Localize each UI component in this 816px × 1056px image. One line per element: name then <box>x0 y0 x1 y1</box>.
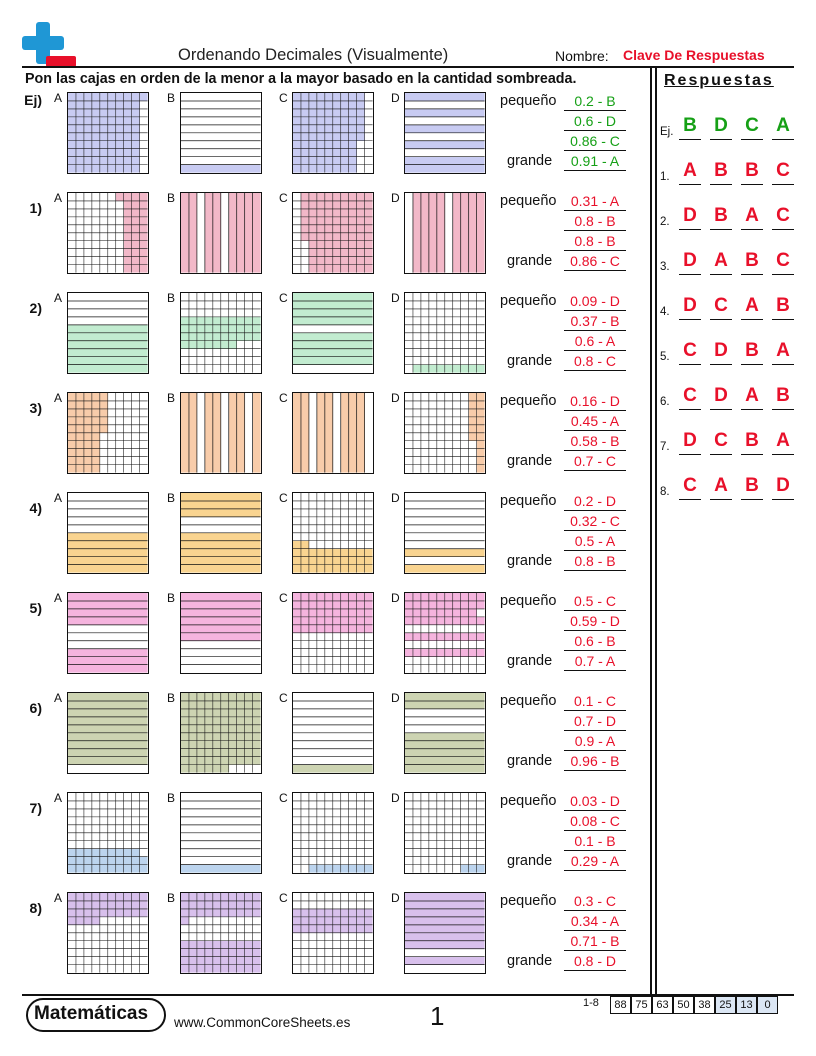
key-letter: D <box>679 204 701 230</box>
order-answer: 0.5 - C <box>564 592 626 611</box>
box-label: A <box>54 591 63 605</box>
problem-label: 2) <box>29 300 42 316</box>
decimal-model-box <box>180 692 262 774</box>
instructions: Pon las cajas en orden de la menor a la mayor basado en la cantidad sombreada. <box>25 71 577 87</box>
box-label: D <box>391 591 400 605</box>
logo-icon <box>22 22 80 68</box>
header-divider <box>22 66 794 68</box>
smallest-label: pequeño <box>500 593 557 609</box>
key-letter: A <box>741 384 763 410</box>
order-answer: 0.58 - B <box>564 432 626 451</box>
order-answer: 0.96 - B <box>564 752 626 771</box>
key-letter: A <box>710 474 732 500</box>
largest-label: grande <box>507 753 553 769</box>
order-answer: 0.71 - B <box>564 932 626 951</box>
problem-label: 3) <box>29 400 42 416</box>
decimal-model-box <box>404 592 486 674</box>
decimal-model-box <box>404 692 486 774</box>
box-label: C <box>279 191 288 205</box>
key-letter: B <box>741 474 763 500</box>
problem-label: 4) <box>29 500 42 516</box>
subject-badge-label: Matemáticas <box>34 1003 149 1024</box>
order-answer: 0.86 - C <box>564 132 626 151</box>
box-label: D <box>391 691 400 705</box>
box-label: B <box>167 291 176 305</box>
name-label: Nombre: <box>555 48 609 64</box>
key-letter: A <box>772 339 794 365</box>
largest-label: grande <box>507 153 553 169</box>
decimal-model-box <box>67 592 149 674</box>
smallest-label: pequeño <box>500 493 557 509</box>
order-answer: 0.03 - D <box>564 792 626 811</box>
key-row-label: 1. <box>660 171 670 183</box>
order-answer: 0.37 - B <box>564 312 626 331</box>
answers-title: Respuestas <box>664 72 774 89</box>
box-label: C <box>279 891 288 905</box>
score-cell: 75 <box>631 996 652 1014</box>
smallest-label: pequeño <box>500 193 557 209</box>
smallest-label: pequeño <box>500 393 557 409</box>
box-label: B <box>167 391 176 405</box>
decimal-model-box <box>180 492 262 574</box>
key-letter: A <box>679 159 701 185</box>
key-letter: D <box>679 294 701 320</box>
smallest-label: pequeño <box>500 93 557 109</box>
box-label: A <box>54 291 63 305</box>
key-row-label: Ej. <box>660 126 674 138</box>
box-label: B <box>167 891 176 905</box>
key-row-label: 8. <box>660 486 670 498</box>
box-label: C <box>279 591 288 605</box>
decimal-model-box <box>180 192 262 274</box>
decimal-model-box <box>67 892 149 974</box>
box-label: B <box>167 591 176 605</box>
smallest-label: pequeño <box>500 793 557 809</box>
largest-label: grande <box>507 953 553 969</box>
key-letter: B <box>710 159 732 185</box>
order-answer: 0.16 - D <box>564 392 626 411</box>
problem-label: 8) <box>29 900 42 916</box>
key-letter: C <box>772 159 794 185</box>
box-label: C <box>279 691 288 705</box>
key-letter: C <box>679 384 701 410</box>
decimal-model-box <box>67 492 149 574</box>
key-letter: A <box>710 249 732 275</box>
box-label: B <box>167 691 176 705</box>
decimal-model-box <box>67 692 149 774</box>
order-answer: 0.8 - D <box>564 952 626 971</box>
decimal-model-box <box>67 792 149 874</box>
decimal-model-box <box>67 92 149 174</box>
key-letter: C <box>679 339 701 365</box>
decimal-model-box <box>292 92 374 174</box>
name-value: Clave De Respuestas <box>623 47 765 63</box>
box-label: A <box>54 791 63 805</box>
order-answer: 0.8 - B <box>564 552 626 571</box>
box-label: A <box>54 91 63 105</box>
box-label: D <box>391 91 400 105</box>
decimal-model-box <box>180 792 262 874</box>
decimal-model-box <box>180 92 262 174</box>
order-answer: 0.2 - D <box>564 492 626 511</box>
order-answer: 0.59 - D <box>564 612 626 631</box>
decimal-model-box <box>67 392 149 474</box>
largest-label: grande <box>507 353 553 369</box>
key-letter: C <box>772 204 794 230</box>
decimal-model-box <box>404 92 486 174</box>
order-answer: 0.8 - C <box>564 352 626 371</box>
box-label: A <box>54 191 63 205</box>
key-row-label: 6. <box>660 396 670 408</box>
key-letter: A <box>741 294 763 320</box>
key-letter: B <box>679 114 701 140</box>
key-letter: D <box>679 429 701 455</box>
column-divider <box>655 66 657 996</box>
problem-label: Ej) <box>24 92 42 108</box>
key-letter: B <box>710 204 732 230</box>
decimal-model-box <box>292 592 374 674</box>
score-cell: 88 <box>610 996 631 1014</box>
score-cell: 50 <box>673 996 694 1014</box>
largest-label: grande <box>507 553 553 569</box>
decimal-model-box <box>404 292 486 374</box>
key-letter: A <box>772 114 794 140</box>
smallest-label: pequeño <box>500 693 557 709</box>
box-label: D <box>391 891 400 905</box>
order-answer: 0.6 - D <box>564 112 626 131</box>
key-letter: C <box>772 249 794 275</box>
problem-label: 7) <box>29 800 42 816</box>
order-answer: 0.09 - D <box>564 292 626 311</box>
key-row-label: 7. <box>660 441 670 453</box>
order-answer: 0.7 - D <box>564 712 626 731</box>
largest-label: grande <box>507 853 553 869</box>
box-label: A <box>54 491 63 505</box>
order-answer: 0.8 - B <box>564 232 626 251</box>
decimal-model-box <box>404 392 486 474</box>
decimal-model-box <box>292 892 374 974</box>
key-letter: C <box>710 429 732 455</box>
key-row-label: 2. <box>660 216 670 228</box>
order-answer: 0.1 - C <box>564 692 626 711</box>
key-row-label: 3. <box>660 261 670 273</box>
decimal-model-box <box>67 192 149 274</box>
decimal-model-box <box>180 292 262 374</box>
key-row-label: 4. <box>660 306 670 318</box>
box-label: D <box>391 391 400 405</box>
problem-label: 6) <box>29 700 42 716</box>
box-label: C <box>279 491 288 505</box>
score-cell: 63 <box>652 996 673 1014</box>
key-letter: B <box>772 294 794 320</box>
score-cell: 0 <box>757 996 778 1014</box>
order-answer: 0.08 - C <box>564 812 626 831</box>
key-row-label: 5. <box>660 351 670 363</box>
box-label: C <box>279 791 288 805</box>
key-letter: A <box>772 429 794 455</box>
key-letter: B <box>741 339 763 365</box>
score-cell: 38 <box>694 996 715 1014</box>
box-label: A <box>54 891 63 905</box>
score-range-label: 1-8 <box>583 997 599 1009</box>
decimal-model-box <box>404 492 486 574</box>
score-cell: 13 <box>736 996 757 1014</box>
box-label: B <box>167 491 176 505</box>
order-answer: 0.5 - A <box>564 532 626 551</box>
decimal-model-box <box>292 492 374 574</box>
key-letter: A <box>741 204 763 230</box>
score-cell: 25 <box>715 996 736 1014</box>
order-answer: 0.7 - A <box>564 652 626 671</box>
order-answer: 0.1 - B <box>564 832 626 851</box>
order-answer: 0.91 - A <box>564 152 626 171</box>
decimal-model-box <box>292 392 374 474</box>
order-answer: 0.2 - B <box>564 92 626 111</box>
box-label: C <box>279 291 288 305</box>
order-answer: 0.7 - C <box>564 452 626 471</box>
key-letter: D <box>710 114 732 140</box>
page-number: 1 <box>430 1001 445 1031</box>
order-answer: 0.34 - A <box>564 912 626 931</box>
box-label: B <box>167 791 176 805</box>
largest-label: grande <box>507 653 553 669</box>
box-label: B <box>167 191 176 205</box>
order-answer: 0.6 - A <box>564 332 626 351</box>
box-label: C <box>279 391 288 405</box>
box-label: D <box>391 291 400 305</box>
key-letter: C <box>741 114 763 140</box>
decimal-model-box <box>404 792 486 874</box>
box-label: B <box>167 91 176 105</box>
decimal-model-box <box>292 792 374 874</box>
order-answer: 0.86 - C <box>564 252 626 271</box>
key-letter: D <box>679 249 701 275</box>
decimal-model-box <box>180 592 262 674</box>
order-answer: 0.8 - B <box>564 212 626 231</box>
key-letter: D <box>772 474 794 500</box>
decimal-model-box <box>180 392 262 474</box>
box-label: A <box>54 691 63 705</box>
key-letter: C <box>710 294 732 320</box>
problem-label: 5) <box>29 600 42 616</box>
key-letter: D <box>710 384 732 410</box>
box-label: A <box>54 391 63 405</box>
key-letter: C <box>679 474 701 500</box>
box-label: D <box>391 491 400 505</box>
key-letter: B <box>741 249 763 275</box>
key-letter: D <box>710 339 732 365</box>
decimal-model-box <box>180 892 262 974</box>
decimal-model-box <box>404 192 486 274</box>
key-letter: B <box>741 159 763 185</box>
smallest-label: pequeño <box>500 893 557 909</box>
key-letter: B <box>772 384 794 410</box>
order-answer: 0.3 - C <box>564 892 626 911</box>
order-answer: 0.9 - A <box>564 732 626 751</box>
key-letter: B <box>741 429 763 455</box>
box-label: D <box>391 791 400 805</box>
page-title: Ordenando Decimales (Visualmente) <box>178 46 449 64</box>
problem-label: 1) <box>29 200 42 216</box>
largest-label: grande <box>507 253 553 269</box>
column-divider <box>650 66 652 996</box>
decimal-model-box <box>67 292 149 374</box>
decimal-model-box <box>292 692 374 774</box>
order-answer: 0.45 - A <box>564 412 626 431</box>
box-label: C <box>279 91 288 105</box>
largest-label: grande <box>507 453 553 469</box>
order-answer: 0.29 - A <box>564 852 626 871</box>
smallest-label: pequeño <box>500 293 557 309</box>
order-answer: 0.6 - B <box>564 632 626 651</box>
order-answer: 0.32 - C <box>564 512 626 531</box>
order-answer: 0.31 - A <box>564 192 626 211</box>
site-url: www.CommonCoreSheets.es <box>174 1015 351 1030</box>
box-label: D <box>391 191 400 205</box>
decimal-model-box <box>292 192 374 274</box>
decimal-model-box <box>404 892 486 974</box>
decimal-model-box <box>292 292 374 374</box>
